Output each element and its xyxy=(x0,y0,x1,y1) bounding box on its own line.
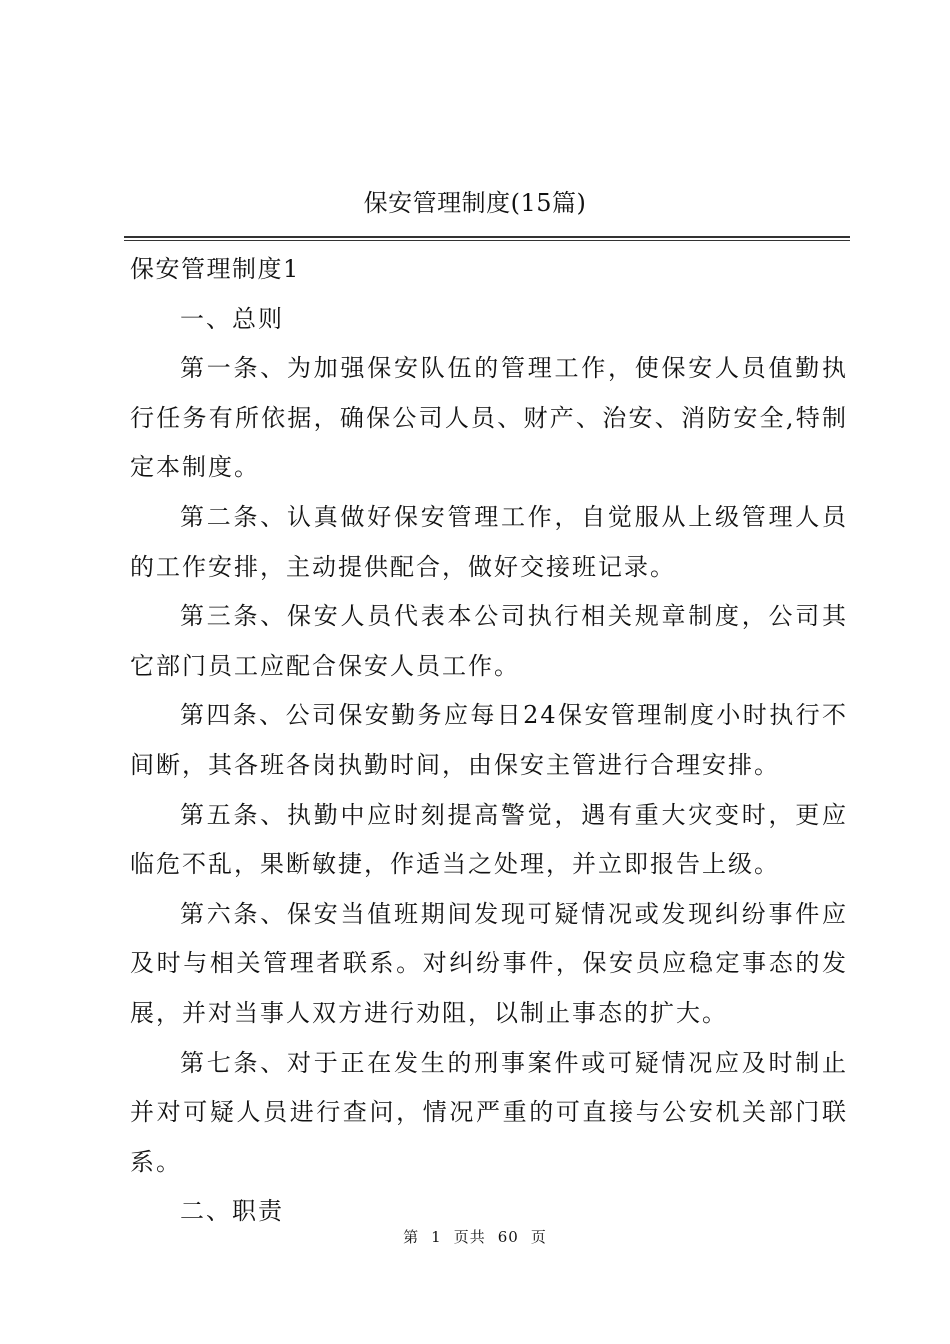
paragraph-article-2: 第二条、认真做好保安管理工作，自觉服从上级管理人员的工作安排，主动提供配合，做好交接班记录。 xyxy=(130,502,848,581)
paragraph-article-5: 第五条、执勤中应时刻提高警觉，遇有重大灾变时，更应临危不乱，果断敏捷，作适当之处理，并立即报告上级。 xyxy=(130,800,848,879)
paragraph-general-provisions: 一、总则 xyxy=(180,304,284,333)
footer-middle: 页共 xyxy=(453,1228,486,1246)
footer-suffix: 页 xyxy=(530,1228,547,1246)
footer-prefix: 第 xyxy=(403,1228,420,1246)
document-body xyxy=(130,245,848,1237)
paragraph-article-4: 第四条、公司保安勤务应每日24保安管理制度小时执行不间断，其各班各岗执勤时间，由保安主管进行合理安排。 xyxy=(130,701,848,779)
paragraph-article-3: 第三条、保安人员代表本公司执行相关规章制度，公司其它部门员工应配合保安人员工作。 xyxy=(130,602,848,680)
paragraph-article-7: 第七条、对于正在发生的刑事案件或可疑情况应及时制止并对可疑人员进行查问，情况严重的可直接与公安机关部门联系。 xyxy=(130,1048,848,1176)
title-divider xyxy=(124,236,850,241)
paragraph-article-1: 第一条、为加强保安队伍的管理工作，使保安人员值勤执行任务有所依据，确保公司人员、财产、治安、消防安全,特制定本制度。 xyxy=(130,354,848,482)
footer-total-pages: 60 xyxy=(497,1228,519,1246)
section-heading: 保安管理制度1 xyxy=(130,255,300,283)
page-footer xyxy=(0,1227,950,1247)
paragraph-responsibilities: 二、职责 xyxy=(180,1197,284,1226)
paragraph-article-6: 第六条、保安当值班期间发现可疑情况或发现纠纷事件应及时与相关管理者联系。对纠纷事件，保安员应稳定事态的发展，并对当事人双方进行劝阻，以制止事态的扩大。 xyxy=(130,899,848,1027)
footer-current-page: 1 xyxy=(431,1228,442,1246)
document-title: 保安管理制度(15篇) xyxy=(363,189,587,217)
